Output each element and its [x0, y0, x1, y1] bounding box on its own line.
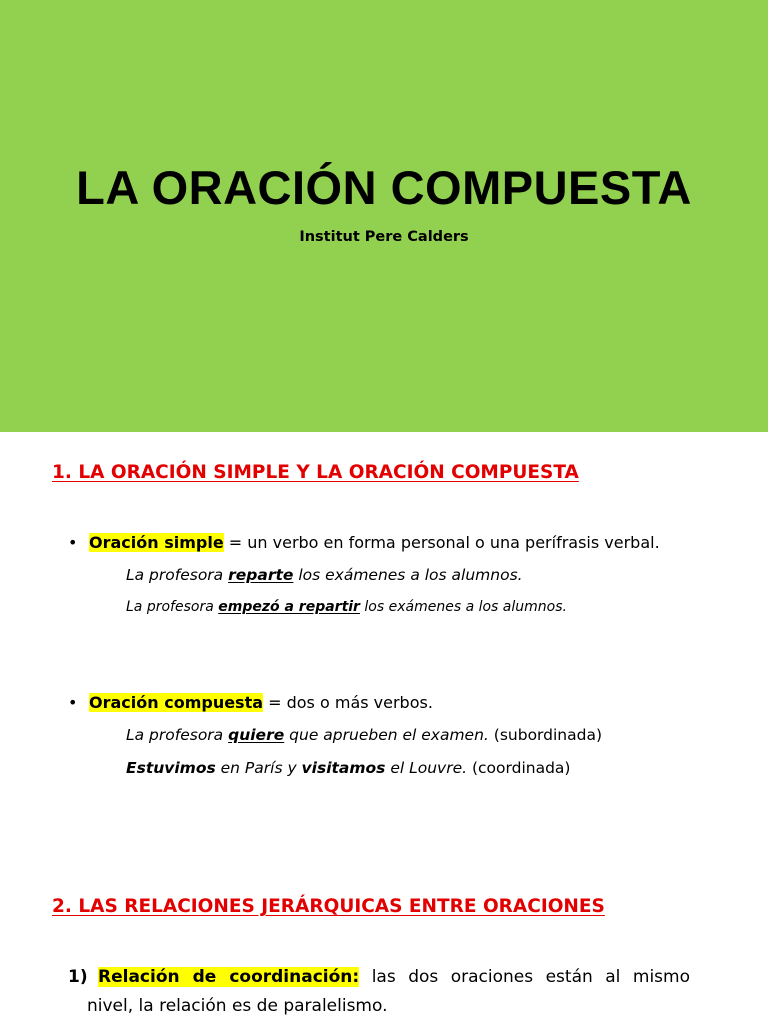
term-highlight: Oración simple — [89, 533, 224, 552]
bullet-oracion-compuesta — [68, 693, 433, 712]
item-number: 1) — [68, 967, 88, 987]
main-title: LA ORACIÓN COMPUESTA — [76, 161, 692, 214]
definition-text: = dos o más verbos. — [263, 693, 433, 712]
title-slide — [0, 0, 768, 432]
example-text: La profesora — [126, 566, 229, 584]
example-verb: Estuvimos — [126, 759, 216, 777]
example-text: en París y — [215, 759, 302, 777]
item-text: las dos oraciones están al mismo — [359, 967, 690, 987]
numbered-item-continuation: nivel, la relación es de paralelismo. — [87, 996, 388, 1016]
section-1-heading: 1. LA ORACIÓN SIMPLE Y LA ORACIÓN COMPUESTA — [52, 462, 579, 483]
example-text: los exámenes a los alumnos. — [359, 599, 567, 615]
example-verb: visitamos — [301, 759, 386, 777]
example-verb: quiere — [228, 726, 285, 744]
numbered-item-coordinacion — [68, 963, 690, 992]
example-note: (coordinada) — [467, 759, 571, 777]
example-text: el Louvre. — [385, 759, 468, 777]
bullet-dot: • — [68, 693, 78, 712]
example-note: (subordinada) — [488, 726, 603, 744]
example-compound-2 — [126, 759, 570, 777]
term-highlight: Oración compuesta — [89, 693, 264, 712]
example-simple-1 — [126, 566, 523, 584]
bullet-oracion-simple — [68, 533, 660, 552]
subtitle: Institut Pere Calders — [299, 229, 469, 245]
example-text: La profesora — [126, 726, 229, 744]
bullet-dot: • — [68, 533, 78, 552]
example-text: que aprueben el examen. — [284, 726, 489, 744]
section-2-heading: 2. LAS RELACIONES JERÁRQUICAS ENTRE ORACIONES — [52, 896, 605, 917]
example-text: La profesora — [126, 599, 219, 615]
definition-text: = un verbo en forma personal o una perífrasis verbal. — [223, 533, 660, 552]
example-text: los exámenes a los alumnos. — [293, 566, 523, 584]
content-slide — [0, 432, 768, 1024]
term-highlight: Relación de coordinación: — [98, 967, 360, 987]
example-verb: reparte — [228, 566, 294, 584]
example-simple-2 — [126, 599, 567, 615]
example-verb: empezó a repartir — [218, 599, 360, 615]
example-compound-1 — [126, 726, 602, 744]
